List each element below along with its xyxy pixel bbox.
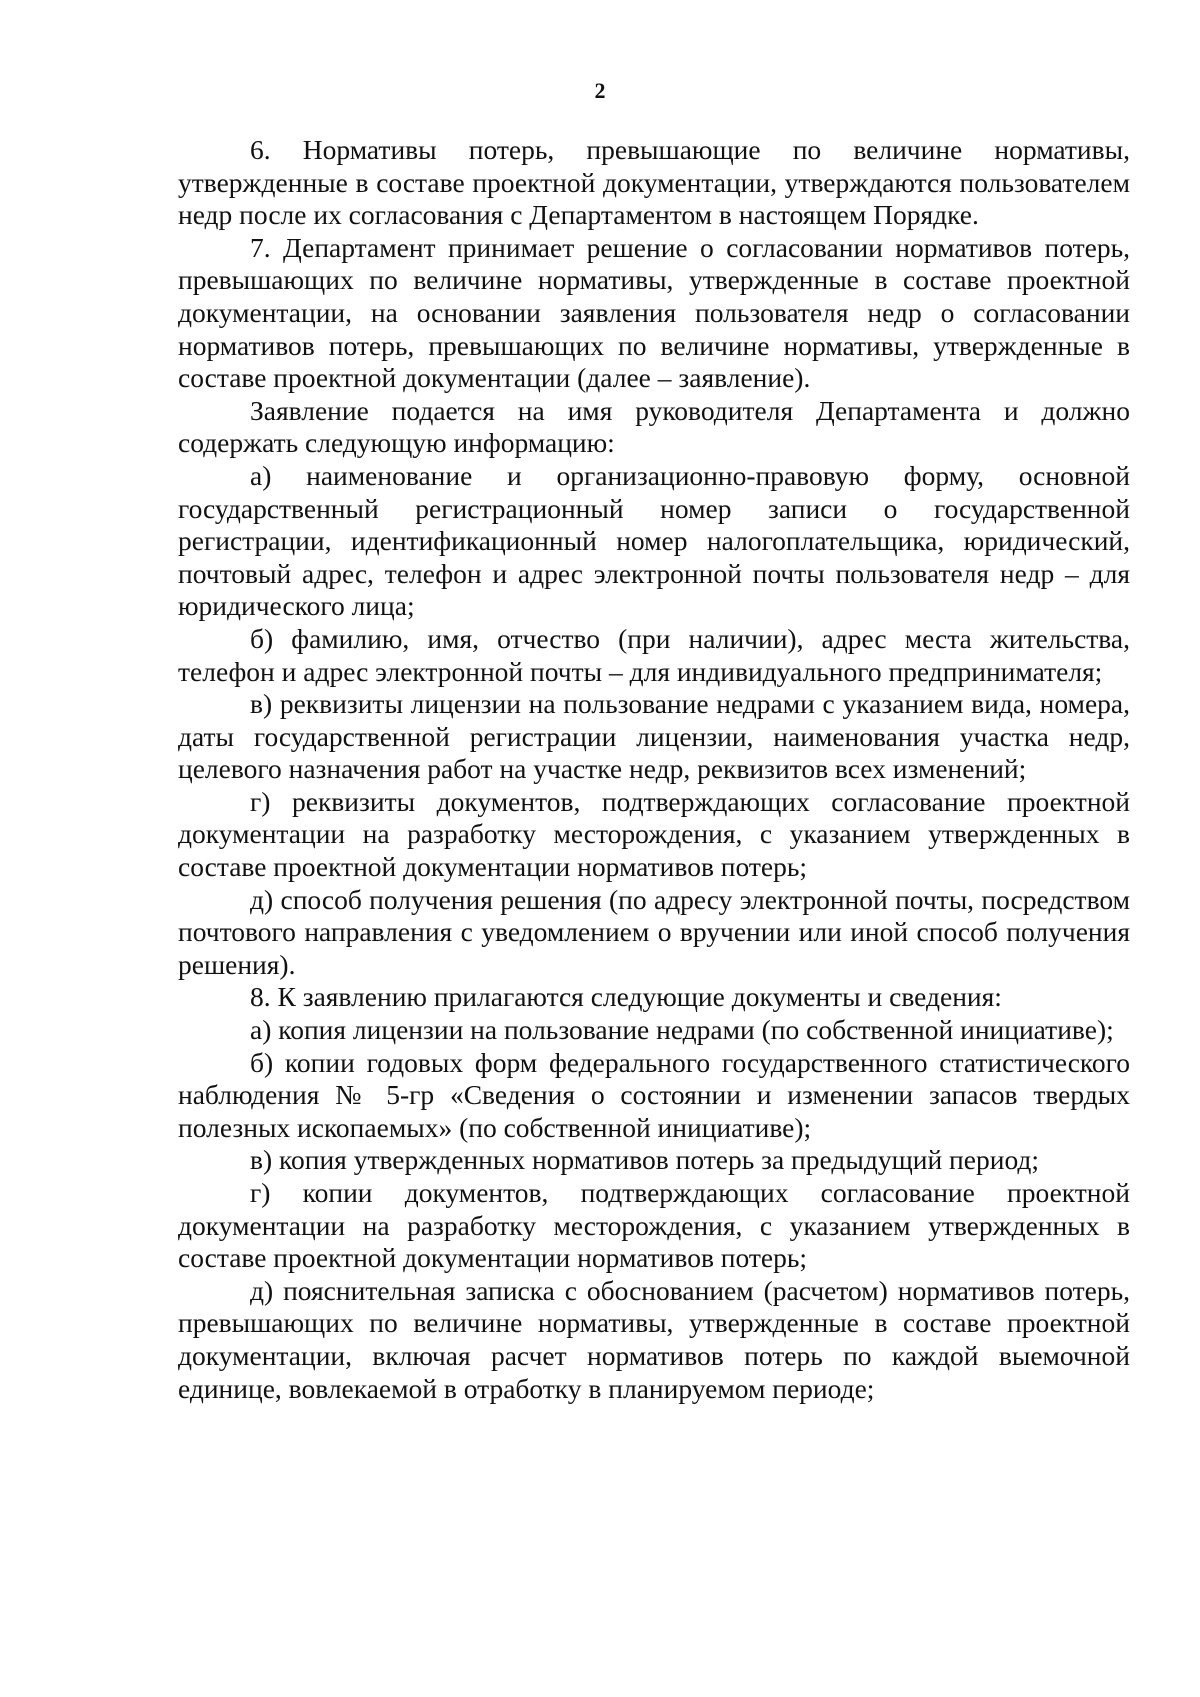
attachment-b-statistical-forms: б) копии годовых форм федерального государственного статистического наблюдения № 5-гр «Сведения о состоянии и изменении запасов твердых полезных ископаемых» (по собственной инициативе); [178, 1046, 1130, 1143]
document-body [178, 134, 1130, 1405]
paragraph-application-intro: Заявление подается на имя руководителя Департамента и должно содержать следующую информацию: [178, 394, 1130, 459]
attachment-a-license-copy: а) копия лицензии на пользование недрами (по собственной инициативе); [250, 1014, 1114, 1046]
attachment-v-previous-norms: в) копия утвержденных нормативов потерь за предыдущий период; [250, 1144, 1040, 1176]
paragraph-6: 6. Нормативы потерь, превышающие по величине нормативы, утвержденные в составе проектной документации, утверждаются пользователем недр после их согласования с Департаментом в настоящем Порядке. [178, 134, 1130, 231]
attachment-d-explanatory-note: д) пояснительная записка с обоснованием (расчетом) нормативов потерь, превышающих по величине нормативы, утвержденные в составе проектной документации, включая расчет нормативов потерь по каждой выемочной единице, вовлекаемой в отработку в планируемом периоде; [178, 1274, 1130, 1404]
paragraph-7: 7. Департамент принимает решение о согласовании нормативов потерь, превышающих по величине нормативы, утвержденные в составе проектной документации, на основании заявления пользователя недр о согласовании нормативов потерь, превышающих по величине нормативы, утвержденные в составе проектной документации (далее – заявление). [178, 231, 1130, 394]
page-number: 2 [594, 78, 606, 103]
list-item-g-project-documents: г) реквизиты документов, подтверждающих согласование проектной документации на разработку месторождения, с указанием утвержденных в составе проектной документации нормативов потерь; [178, 785, 1130, 883]
list-item-a-legal-entity: а) наименование и организационно-правовую форму, основной государственный регистрационный номер записи о государственной регистрации, идентификационный номер налогоплательщика, юридический, почтовый адрес, телефон и адрес электронной почты пользователя недр – для юридического лица; [178, 459, 1130, 622]
list-item-v-license-details: в) реквизиты лицензии на пользование недрами с указанием вида, номера, даты государственной регистрации лицензии, наименования участка недр, целевого назначения работ на участке недр, реквизитов всех изменений; [178, 688, 1130, 785]
list-item-d-decision-method: д) способ получения решения (по адресу электронной почты, посредством почтового направления с уведомлением о вручении или иной способ получения решения). [178, 883, 1130, 980]
attachment-g-project-approval: г) копии документов, подтверждающих согласование проектной документации на разработку месторождения, с указанием утвержденных в составе проектной документации нормативов потерь; [178, 1177, 1130, 1274]
paragraph-8: 8. К заявлению прилагаются следующие документы и сведения: [250, 981, 1002, 1013]
list-item-b-entrepreneur: б) фамилию, имя, отчество (при наличии), адрес места жительства, телефон и адрес электронной почты – для индивидуального предпринимателя; [178, 622, 1130, 687]
